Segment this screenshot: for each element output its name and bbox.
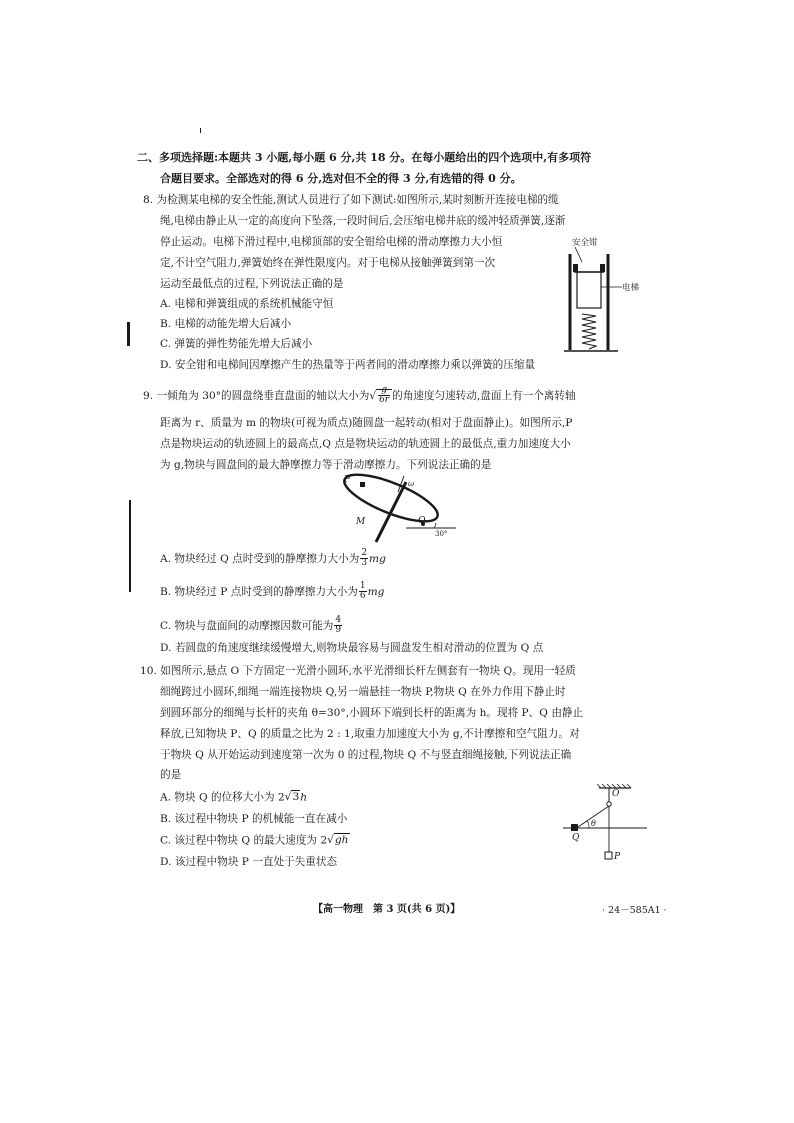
q10-label-O: O (612, 789, 620, 799)
q10-stem-line: 的是 (160, 769, 182, 781)
q10-label-P: P (614, 852, 621, 862)
q9-stem-line: 为 g,物块与圆盘间的最大静摩擦力等于滑动摩擦力。下列说法正确的是 (160, 459, 492, 471)
q8-label-clamp: 安全钳 (572, 238, 598, 248)
q9-disc-figure (336, 470, 466, 546)
q9-label-P: P (344, 475, 351, 485)
q10-label-Q: Q (572, 833, 580, 843)
q8-elevator-figure (560, 232, 660, 356)
scan-mark (200, 128, 201, 133)
q8-stem-line: 运动至最低点的过程,下列说法正确的是 (160, 278, 344, 290)
q9-stem-text: 9. 一倾角为 30°的圆盘绕垂直盘面的轴以大小为 (143, 389, 370, 402)
q10-stem-line: 到圆环部分的细绳与长杆的夹角 θ=30°,小圆环下端到长杆的距离为 h。现将 P、Q 由静止 (160, 707, 584, 719)
q9-stem-text-cont: 的角速度匀速转动,盘面上有一个离转轴 (392, 389, 576, 402)
q9-label-Q: Q (418, 516, 426, 526)
q9-label-M: M (356, 517, 366, 527)
q10-label-theta: θ (591, 819, 596, 828)
section-heading-cont: 合题目要求。全部选对的得 6 分,选对但不全的得 3 分,有选错的得 0 分。 (160, 172, 522, 185)
q8-stem-line: 绳,电梯由静止从一定的高度向下坠落,一段时间后,会压缩电梯井底的缓冲轻质弹簧,逐渐 (160, 215, 566, 227)
q10-stem-line: 于物块 Q 从开始运动到速度第一次为 0 的过程,物块 Q 不与竖直细绳接触,下列说法正确 (160, 749, 572, 761)
q8-option-a: A. 电梯和弹簧组成的系统机械能守恒 (160, 298, 334, 310)
q10-stem-line: 10. 如图所示,悬点 O 下方固定一光滑小圆环,水平光滑细长杆左侧套有一物块 Q。现用一轻质 (140, 665, 576, 677)
q9-label-omega: ω (408, 479, 415, 488)
q9-stem-line: 距离为 r、质量为 m 的物块(可视为质点)随圆盘一起转动(相对于盘面静止)。如图所示,P (160, 417, 573, 429)
q8-stem-line: 8. 为检测某电梯的安全性能,测试人员进行了如下测试:如图所示,某时刻断开连接电梯的缆 (143, 194, 559, 206)
page-footer: 【高一物理 第 3 页(共 6 页)】 (313, 904, 461, 915)
q9-option-b: B. 物块经过 P 点时受到的静摩擦力大小为 $\frac{1}{6}$ mg (160, 581, 385, 602)
q8-label-elevator: 电梯 (622, 283, 640, 293)
q8-option-b: B. 电梯的动能先增大后减小 (160, 318, 292, 330)
q9-option-a: A. 物块经过 Q 点时受到的静摩擦力大小为 $\frac{2}{3}$ mg (160, 548, 386, 569)
q8-option-c: C. 弹簧的弹性势能先增大后减小 (160, 338, 313, 350)
page-code: · 24－585A1 · (602, 905, 667, 916)
q10-stem-line: 释放,已知物块 P、Q 的质量之比为 2 : 1,取重力加速度大小为 g,不计摩擦和空气阻力。对 (160, 728, 580, 740)
q9-stem-line1 (143, 386, 576, 406)
q9-omega-fraction: $\frac{g}{6r}$ (379, 385, 390, 406)
q10-option-b: B. 该过程中物块 P 的机械能一直在减小 (160, 813, 348, 825)
q10-option-c: C. 该过程中物块 Q 的最大速度为 2√gh (160, 834, 349, 847)
q8-stem-line: 停止运动。电梯下滑过程中,电梯顶部的安全钳给电梯的滑动摩擦力大小恒 (160, 236, 503, 248)
q10-option-d: D. 该过程中物块 P 一直处于失重状态 (160, 856, 338, 868)
q9-option-c: C. 物块与盘面间的动摩擦因数可能为 $\frac{4}{9}$ (160, 615, 342, 636)
q9-stem-line: 点是物块运动的轨迹圆上的最高点,Q 点是物块运动的轨迹圆上的最低点,重力加速度大小 (160, 438, 571, 450)
q9-option-d: D. 若圆盘的角速度继续缓慢增大,则物块最容易与圆盘发生相对滑动的位置为 Q 点 (160, 642, 544, 654)
q10-pulley-figure (563, 784, 653, 864)
q9-omega-sqrt: √ $\frac{g}{6r}$ (369, 386, 392, 406)
q8-option-d: D. 安全钳和电梯间因摩擦产生的热量等于两者间的滑动摩擦力乘以弹簧的压缩量 (160, 359, 536, 371)
scan-mark (129, 500, 131, 592)
section-heading: 二、多项选择题:本题共 3 小题,每小题 6 分,共 18 分。在每小题给出的四个选项中,有多项符 (137, 151, 592, 164)
scan-mark (127, 322, 130, 346)
q8-stem-line: 定,不计空气阻力,弹簧始终在弹性限度内。对于电梯从接触弹簧到第一次 (160, 257, 496, 269)
q9-label-angle: 30° (435, 530, 448, 538)
q10-stem-line: 细绳跨过小圆环,细绳一端连接物块 Q,另一端悬挂一物块 P,物块 Q 在外力作用下静止时 (160, 686, 566, 698)
q10-option-a: A. 物块 Q 的位移大小为 2√3h (160, 791, 308, 804)
